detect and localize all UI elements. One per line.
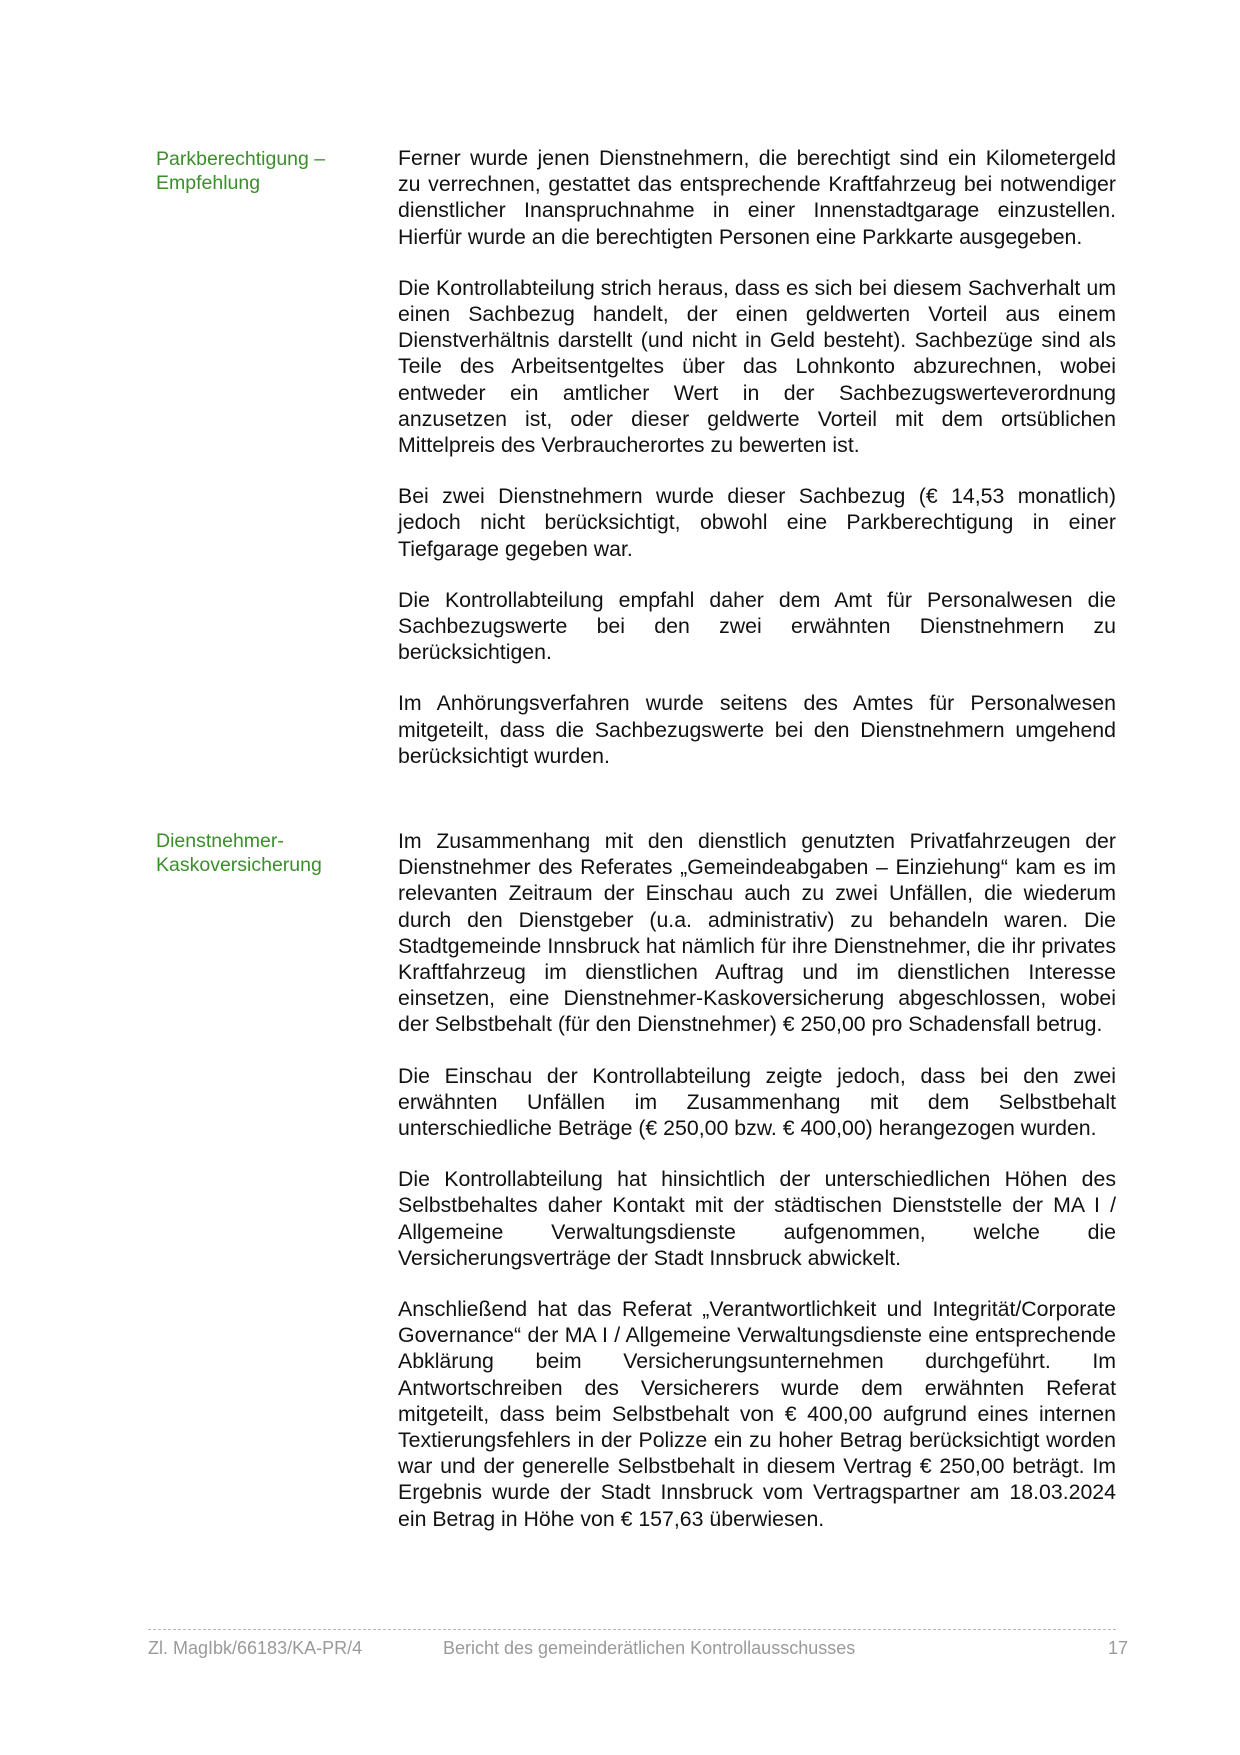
paragraph: Die Kontrollabteilung strich heraus, dass es sich bei diesem Sachverhalt um einen Sachbezug handelt, der einen geldwerten Vorteil aus einem Dienstverhältnis darstellt (und nicht in Geld besteht). Sachbezüge sind als Teile des Arbeitsentgeltes über das Lohnkonto abzurechnen, wobei entweder ein amtlicher Wert in der Sachbezugswerteverordnung anzusetzen ist, oder dieser geldwerte Vorteil mit dem ortsüblichen Mittelpreis des Verbraucherortes zu bewerten ist. xyxy=(398,275,1116,458)
paragraph: Bei zwei Dienstnehmern wurde dieser Sachbezug (€ 14,53 monatlich) jedoch nicht berücksichtigt, obwohl eine Parkberechtigung in einer Tiefgarage gegeben war. xyxy=(398,484,1116,561)
section-kaskoversicherung-body xyxy=(398,828,1116,1532)
footer-title: Bericht des gemeinderätlichen Kontrollausschusses xyxy=(443,1638,856,1658)
margin-label-line: Kaskoversicherung xyxy=(156,854,322,876)
paragraph: Die Kontrollabteilung hat hinsichtlich der unterschiedlichen Höhen des Selbstbehaltes daher Kontakt mit der städtischen Dienststelle der MA I / Allgemeine Verwaltungsdienste aufgenommen, welche die Versicherungsverträge der Stadt Innsbruck abwickelt. xyxy=(398,1167,1116,1270)
margin-label-line: Dienstnehmer- xyxy=(156,830,284,852)
margin-label-line: Parkberechtigung – xyxy=(156,148,326,170)
margin-label-line: Empfehlung xyxy=(156,172,261,194)
paragraph: Ferner wurde jenen Dienstnehmern, die berechtigt sind ein Kilometergeld zu verrechnen, gestattet das entsprechende Kraftfahrzeug bei notwendiger dienstlicher Inanspruchnahme in einer Innenstadtgarage einzustellen. Hierfür wurde an die berechtigten Personen eine Parkkarte ausgegeben. xyxy=(398,146,1116,249)
page-footer xyxy=(148,1638,1128,1662)
footer-reference: Zl. MagIbk/66183/KA-PR/4 xyxy=(148,1638,363,1658)
paragraph: Anschließend hat das Referat „Verantwortlichkeit und Integrität/Corporate Governance“ der MA I / Allgemeine Verwaltungsdienste eine entsprechende Abklärung beim Versicherungsunternehmen durchgeführt. Im Antwortschreiben des Versicherers wurde dem erwähnten Referat mitgeteilt, dass beim Selbstbehalt von € 400,00 aufgrund eines internen Textierungsfehlers in der Polizze ein zu hoher Betrag berücksichtigt worden war und der generelle Selbstbehalt in diesem Vertrag € 250,00 beträgt. Im Ergebnis wurde der Stadt Innsbruck vom Vertragspartner am 18.03.2024 ein Betrag in Höhe von € 157,63 überwiesen. xyxy=(398,1297,1116,1531)
margin-label-parkberechtigung xyxy=(156,147,356,195)
paragraph: Im Anhörungsverfahren wurde seitens des Amtes für Personalwesen mitgeteilt, dass die Sachbezugswerte bei den Dienstnehmern umgehend berücksichtigt wurden. xyxy=(398,691,1116,768)
paragraph: Die Einschau der Kontrollabteilung zeigte jedoch, dass bei den zwei erwähnten Unfällen im Zusammenhang mit dem Selbstbehalt unterschiedliche Beträge (€ 250,00 bzw. € 400,00) herangezogen wurden. xyxy=(398,1063,1116,1141)
page-number: 17 xyxy=(1107,1638,1128,1658)
section-parkberechtigung-body xyxy=(398,145,1116,769)
footer-divider xyxy=(148,1629,1116,1630)
paragraph: Im Zusammenhang mit den dienstlich genutzten Privatfahrzeugen der Dienstnehmer des Referates „Gemeindeabgaben – Einziehung“ kam es im relevanten Zeitraum der Einschau auch zu zwei Unfällen, die wiederum durch den Dienstgeber (u.a. administrativ) zu behandeln waren. Die Stadtgemeinde Innsbruck hat nämlich für ihre Dienstnehmer, die ihr privates Kraftfahrzeug im dienstlichen Auftrag und im dienstlichen Interesse einsetzen, eine Dienstnehmer-Kaskoversicherung abgeschlossen, wobei der Selbstbehalt (für den Dienstnehmer) € 250,00 pro Schadensfall betrug. xyxy=(398,829,1116,1037)
margin-label-kaskoversicherung xyxy=(156,829,356,877)
paragraph: Die Kontrollabteilung empfahl daher dem Amt für Personalwesen die Sachbezugswerte bei den zwei erwähnten Dienstnehmern zu berücksichtigen. xyxy=(398,587,1116,665)
